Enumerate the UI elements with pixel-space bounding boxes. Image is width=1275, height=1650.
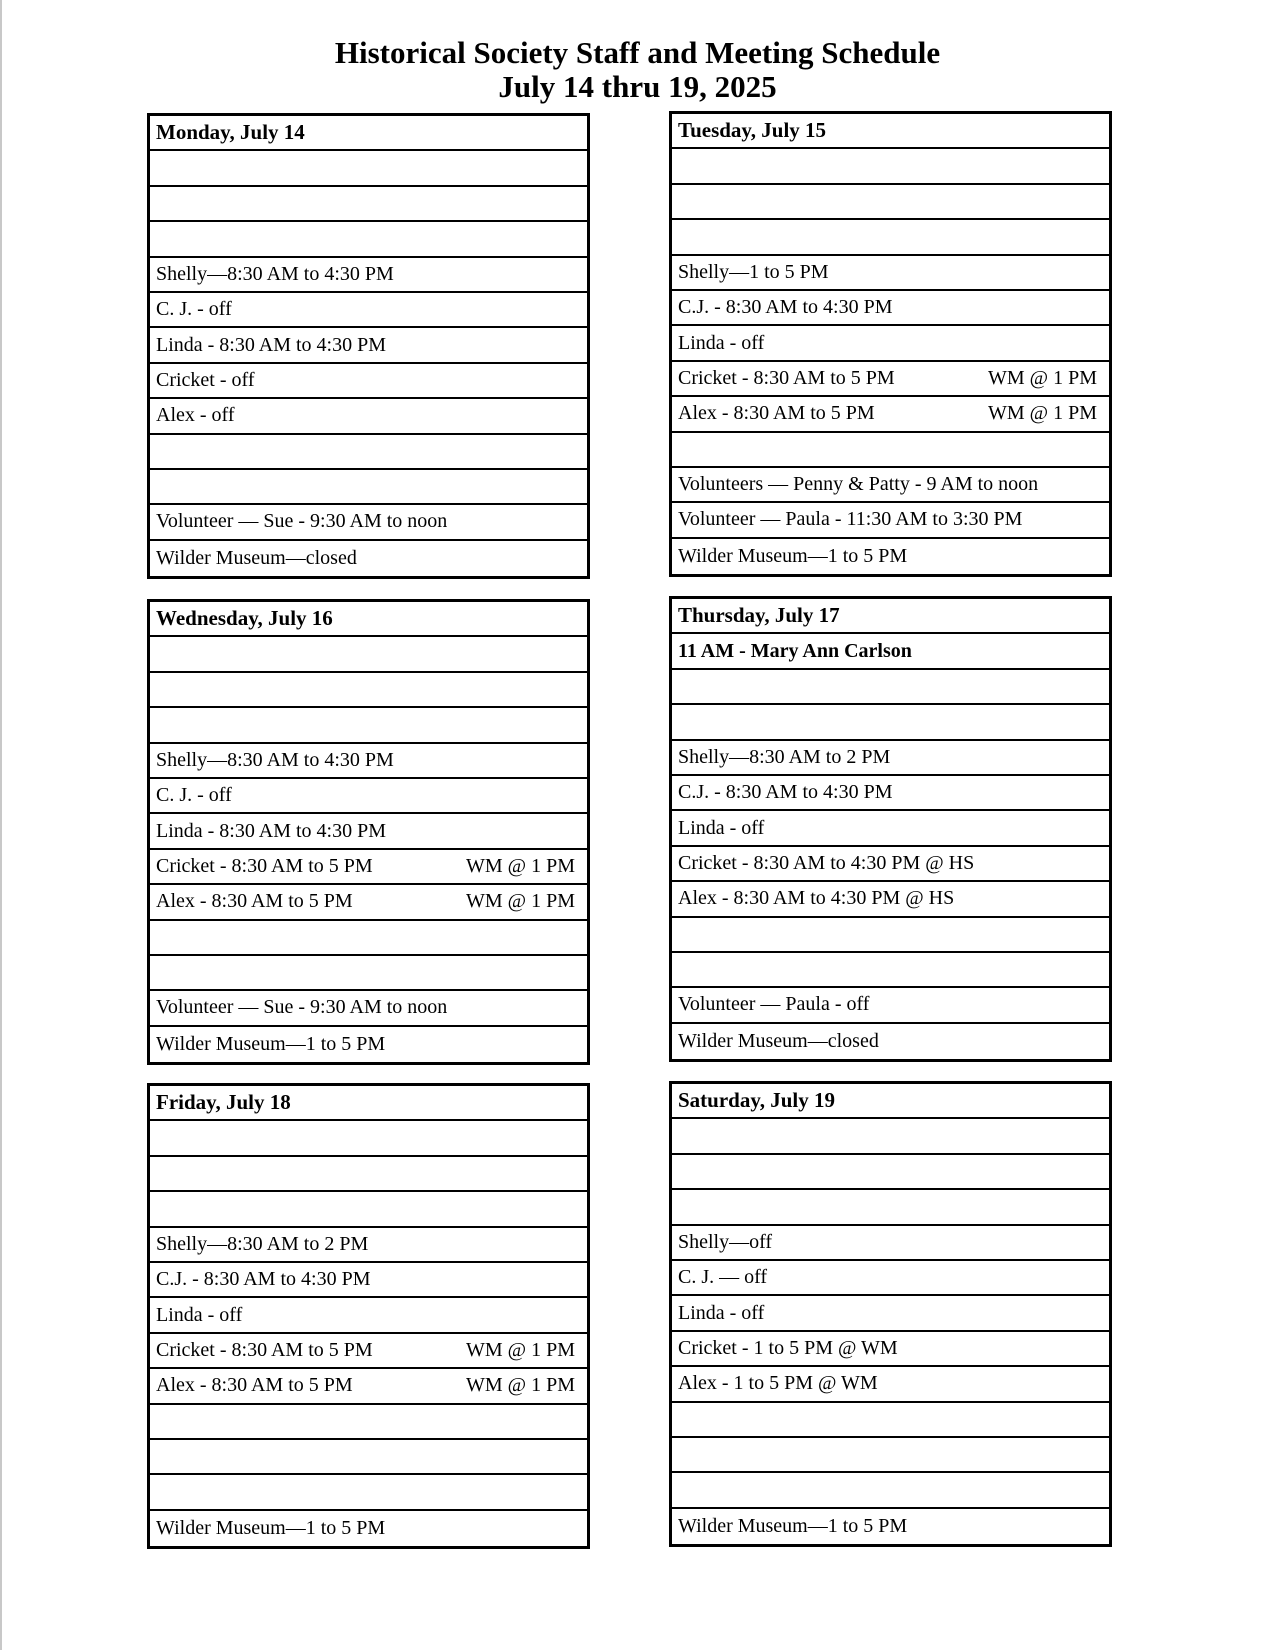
- schedule-entry: Volunteer — Paula - off: [678, 993, 870, 1016]
- schedule-entry: Linda - off: [678, 331, 765, 354]
- schedule-entry: 11 AM - Mary Ann Carlson: [678, 639, 912, 662]
- schedule-note: WM @ 1 PM: [466, 1338, 575, 1361]
- schedule-entry: Shelly—off: [678, 1230, 773, 1253]
- day-header: Monday, July 14: [150, 116, 587, 151]
- schedule-row: [672, 1155, 1109, 1190]
- day-header: Tuesday, July 15: [672, 114, 1109, 149]
- schedule-entry: Cricket - 8:30 AM to 4:30 PM @ HS: [678, 851, 975, 874]
- schedule-entry: Cricket - off: [156, 368, 255, 391]
- schedule-note: WM @ 1 PM: [466, 854, 575, 877]
- schedule-entry: Alex - 1 to 5 PM @ WM: [678, 1372, 878, 1395]
- schedule-row: [672, 362, 1109, 397]
- day-box-friday: [147, 1083, 590, 1549]
- schedule-row: [150, 1027, 587, 1062]
- schedule-row: [672, 256, 1109, 291]
- document-subtitle: July 14 thru 19, 2025: [498, 69, 777, 104]
- schedule-entry: Shelly—8:30 AM to 4:30 PM: [156, 262, 394, 285]
- schedule-row: [672, 1473, 1109, 1508]
- schedule-row: [150, 1334, 587, 1369]
- schedule-row: [672, 1438, 1109, 1473]
- schedule-entry: C.J. - 8:30 AM to 4:30 PM: [156, 1268, 371, 1291]
- schedule-row: [672, 1296, 1109, 1331]
- schedule-entry: Alex - 8:30 AM to 4:30 PM @ HS: [678, 887, 955, 910]
- schedule-row: [672, 988, 1109, 1023]
- schedule-note: WM @ 1 PM: [466, 1374, 575, 1397]
- document-title: Historical Society Staff and Meeting Schedule: [334, 35, 941, 70]
- schedule-entry: Alex - 8:30 AM to 5 PM: [678, 402, 875, 425]
- schedule-entry: Alex - 8:30 AM to 5 PM: [156, 890, 353, 913]
- schedule-entry: Wilder Museum—closed: [156, 546, 357, 569]
- schedule-row: [150, 744, 587, 779]
- schedule-entry: Cricket - 1 to 5 PM @ WM: [678, 1336, 898, 1359]
- schedule-row: [150, 1475, 587, 1510]
- schedule-entry: Wilder Museum—1 to 5 PM: [156, 1032, 386, 1055]
- schedule-entry: Shelly—8:30 AM to 2 PM: [678, 745, 891, 768]
- day-box-tuesday: [669, 111, 1112, 577]
- schedule-entry: Cricket - 8:30 AM to 5 PM: [678, 366, 895, 389]
- schedule-row: [150, 814, 587, 849]
- schedule-note: WM @ 1 PM: [988, 366, 1097, 389]
- schedule-row: [672, 634, 1109, 669]
- schedule-row: [150, 470, 587, 505]
- schedule-entry: Wilder Museum—1 to 5 PM: [156, 1516, 386, 1539]
- schedule-row: [672, 539, 1109, 574]
- schedule-entry: Shelly—8:30 AM to 4:30 PM: [156, 748, 394, 771]
- schedule-entry: Volunteer — Sue - 9:30 AM to noon: [156, 510, 448, 533]
- schedule-row: [150, 1369, 587, 1404]
- schedule-row: [150, 991, 587, 1026]
- schedule-row: [150, 1298, 587, 1333]
- schedule-row: [150, 1405, 587, 1440]
- schedule-row: [672, 220, 1109, 255]
- schedule-row: [150, 293, 587, 328]
- schedule-entry: C.J. - 8:30 AM to 4:30 PM: [678, 296, 893, 319]
- schedule-entry: Cricket - 8:30 AM to 5 PM: [156, 1338, 373, 1361]
- schedule-row: [672, 1024, 1109, 1059]
- schedule-entry: Cricket - 8:30 AM to 5 PM: [156, 854, 373, 877]
- schedule-entry: C. J. - off: [156, 298, 232, 321]
- schedule-entry: Linda - 8:30 AM to 4:30 PM: [156, 333, 387, 356]
- schedule-row: [672, 1509, 1109, 1544]
- schedule-entry: C. J. — off: [678, 1266, 768, 1289]
- schedule-row: [150, 328, 587, 363]
- schedule-row: [150, 673, 587, 708]
- schedule-entry: Alex - 8:30 AM to 5 PM: [156, 1374, 353, 1397]
- schedule-row: [150, 1228, 587, 1263]
- day-box-monday: [147, 113, 590, 579]
- schedule-row: [672, 1261, 1109, 1296]
- schedule-row: [150, 956, 587, 991]
- schedule-row: [150, 1511, 587, 1546]
- schedule-row: [150, 541, 587, 576]
- schedule-row: [672, 953, 1109, 988]
- schedule-row: [150, 850, 587, 885]
- schedule-row: [672, 1226, 1109, 1261]
- schedule-entry: Wilder Museum—1 to 5 PM: [678, 1514, 908, 1537]
- schedule-row: [150, 435, 587, 470]
- day-box-saturday: [669, 1081, 1112, 1547]
- schedule-row: [150, 1440, 587, 1475]
- schedule-row: [672, 1367, 1109, 1402]
- schedule-row: [672, 882, 1109, 917]
- schedule-row: [672, 291, 1109, 326]
- schedule-entry: Wilder Museum—1 to 5 PM: [678, 544, 908, 567]
- schedule-row: [150, 885, 587, 920]
- schedule-row: [150, 1157, 587, 1192]
- schedule-row: [150, 1192, 587, 1227]
- schedule-row: [672, 433, 1109, 468]
- schedule-note: WM @ 1 PM: [988, 402, 1097, 425]
- schedule-row: [672, 185, 1109, 220]
- day-header: Friday, July 18: [150, 1086, 587, 1121]
- schedule-row: [150, 258, 587, 293]
- schedule-entry: Wilder Museum—closed: [678, 1029, 879, 1052]
- schedule-row: [672, 741, 1109, 776]
- schedule-row: [672, 1190, 1109, 1225]
- schedule-entry: Volunteer — Paula - 11:30 AM to 3:30 PM: [678, 508, 1023, 531]
- schedule-row: [672, 776, 1109, 811]
- schedule-row: [150, 399, 587, 434]
- schedule-row: [150, 222, 587, 257]
- schedule-row: [672, 326, 1109, 361]
- day-header: Wednesday, July 16: [150, 602, 587, 637]
- schedule-row: [672, 503, 1109, 538]
- day-header: Saturday, July 19: [672, 1084, 1109, 1119]
- schedule-row: [672, 468, 1109, 503]
- schedule-entry: Volunteers — Penny & Patty - 9 AM to noon: [678, 473, 1039, 496]
- page-edge: [0, 0, 2, 1650]
- schedule-row: [150, 1263, 587, 1298]
- schedule-row: [672, 811, 1109, 846]
- schedule-row: [150, 708, 587, 743]
- day-header: Thursday, July 17: [672, 599, 1109, 634]
- day-box-wednesday: [147, 599, 590, 1065]
- schedule-row: [150, 151, 587, 186]
- schedule-row: [150, 1121, 587, 1156]
- day-box-thursday: [669, 596, 1112, 1062]
- schedule-entry: Volunteer — Sue - 9:30 AM to noon: [156, 996, 448, 1019]
- schedule-row: [672, 1119, 1109, 1154]
- schedule-row: [150, 187, 587, 222]
- schedule-row: [672, 847, 1109, 882]
- schedule-note: WM @ 1 PM: [466, 890, 575, 913]
- schedule-row: [672, 149, 1109, 184]
- schedule-row: [150, 364, 587, 399]
- schedule-entry: Linda - 8:30 AM to 4:30 PM: [156, 819, 387, 842]
- schedule-entry: Linda - off: [678, 816, 765, 839]
- schedule-row: [672, 918, 1109, 953]
- schedule-row: [150, 779, 587, 814]
- schedule-entry: C.J. - 8:30 AM to 4:30 PM: [678, 781, 893, 804]
- schedule-entry: Shelly—8:30 AM to 2 PM: [156, 1232, 369, 1255]
- schedule-row: [672, 1403, 1109, 1438]
- schedule-row: [672, 397, 1109, 432]
- schedule-entry: Shelly—1 to 5 PM: [678, 260, 829, 283]
- schedule-row: [150, 637, 587, 672]
- schedule-entry: Linda - off: [678, 1301, 765, 1324]
- schedule-entry: Linda - off: [156, 1303, 243, 1326]
- schedule-row: [672, 1332, 1109, 1367]
- schedule-row: [150, 505, 587, 540]
- schedule-entry: Alex - off: [156, 404, 235, 427]
- schedule-row: [672, 670, 1109, 705]
- schedule-row: [150, 921, 587, 956]
- schedule-row: [672, 705, 1109, 740]
- schedule-entry: C. J. - off: [156, 784, 232, 807]
